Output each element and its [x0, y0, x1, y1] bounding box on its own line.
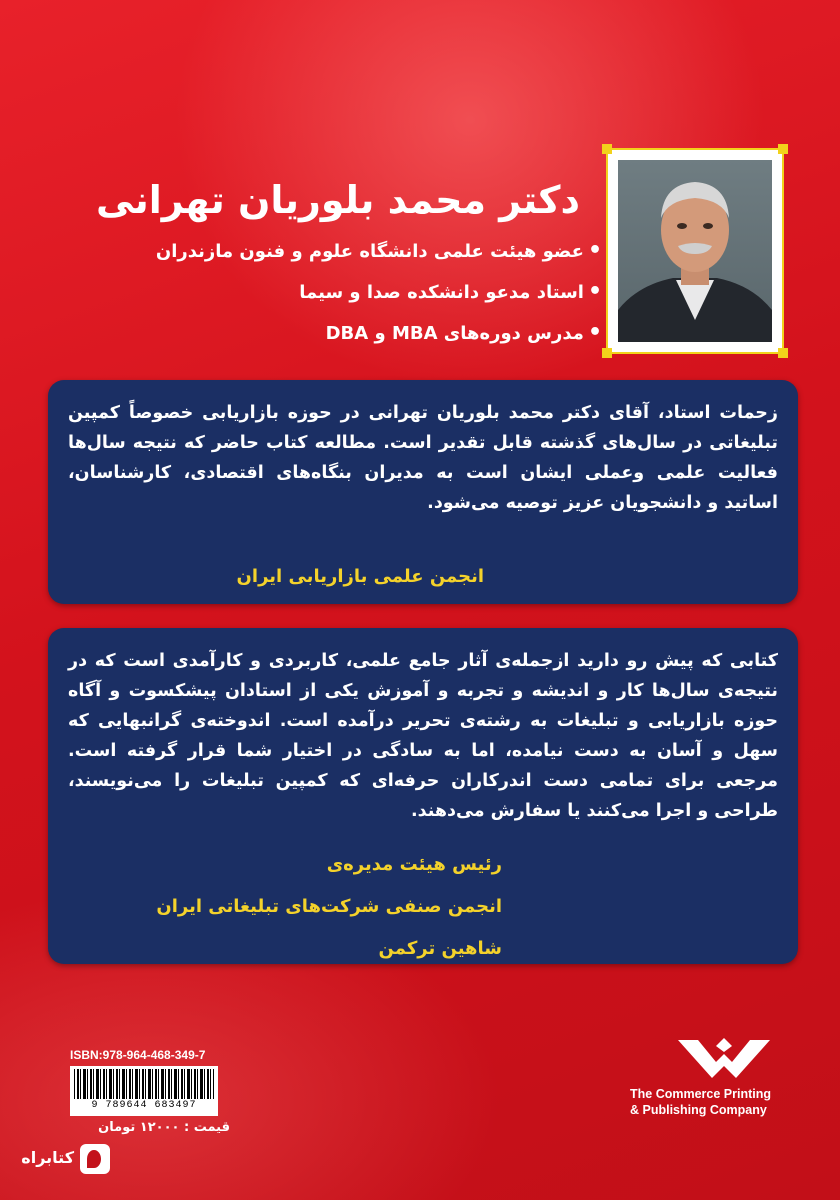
author-credentials — [70, 238, 602, 361]
endorsement-signature: انجمن علمی بازاریابی ایران — [236, 566, 484, 587]
watermark-badge-icon — [80, 1144, 110, 1174]
publisher-name — [630, 1086, 810, 1118]
barcode-bars — [74, 1069, 214, 1099]
publisher-name-line: & Publishing Company — [630, 1103, 767, 1117]
endorsement-text: زحمات استاد، آقای دکتر محمد بلوریان تهرانی در حوزه بازاریابی خصوصاً کمپین تبلیغاتی در سال‌های گذشته قابل تقدیر است. مطالعه کتاب حاضر که نتیجه سال‌ها فعالیت علمی وعملی ایشان است به مدیران بنگاه‌های اقتصادی، کارشناسان، اساتید و دانشجویان عزیز توصیه می‌شود. — [68, 403, 778, 513]
endorsement-text: کتابی که پیش رو دارید ازجمله‌ی آثار جامع علمی، کاربردی و کارآمدی است که در نتیجه‌ی سال‌ها کار و اندیشه و تجربه و آموزش یکی از استادان پیشکسوت و آگاه حوزه بازاریابی و تبلیغات به رشته‌ی تحریر درآمده است. اندوخته‌ی گرانبهایی که سهل و آسان به دست نیامده، اما به سادگی در اختیار شما قرار گرفته است. مرجعی برای تمامی دست اندرکاران حرفه‌ای که کمپین تبلیغات را می‌نویسند، طراحی و اجرا می‌کنند یا سفارش می‌دهند. — [68, 651, 778, 821]
credential-text: عضو هیئت علمی دانشگاه علوم و فنون مازندران — [155, 241, 584, 262]
watermark-logo — [10, 1142, 110, 1178]
signature-block — [122, 852, 502, 978]
credential-item: •مدرس دوره‌های MBA و DBA — [325, 320, 602, 345]
author-photo-frame — [606, 148, 784, 354]
credential-text: استاد مدعو دانشکده صدا و سیما — [299, 282, 584, 303]
endorsement-panel-2 — [48, 628, 798, 964]
price-label: قیمت : ۱۲۰۰۰ تومان — [98, 1120, 230, 1135]
isbn-label: ISBN:978-964-468-349-7 — [70, 1048, 206, 1062]
barcode-digits: 9 789644 683497 — [91, 1100, 197, 1111]
author-photo — [618, 160, 772, 342]
publisher-logo-icon — [676, 1034, 772, 1084]
watermark-text: کتابراه — [21, 1148, 74, 1167]
barcode — [70, 1066, 218, 1116]
signature-line: انجمن صنفی شرکت‌های تبلیغاتی ایران — [156, 896, 502, 917]
author-name: دکتر محمد بلوریان تهرانی — [96, 178, 580, 222]
signature-line: رئیس هیئت مدیره‌ی — [326, 854, 502, 875]
signature-line: شاهین ترکمن — [378, 938, 502, 959]
publisher-name-line: The Commerce Printing — [630, 1087, 771, 1101]
credential-text: مدرس دوره‌های MBA و DBA — [325, 323, 584, 344]
credential-item: •استاد مدعو دانشکده صدا و سیما — [299, 279, 602, 304]
credential-item: •عضو هیئت علمی دانشگاه علوم و فنون مازندران — [155, 238, 602, 263]
endorsement-panel-1 — [48, 380, 798, 604]
